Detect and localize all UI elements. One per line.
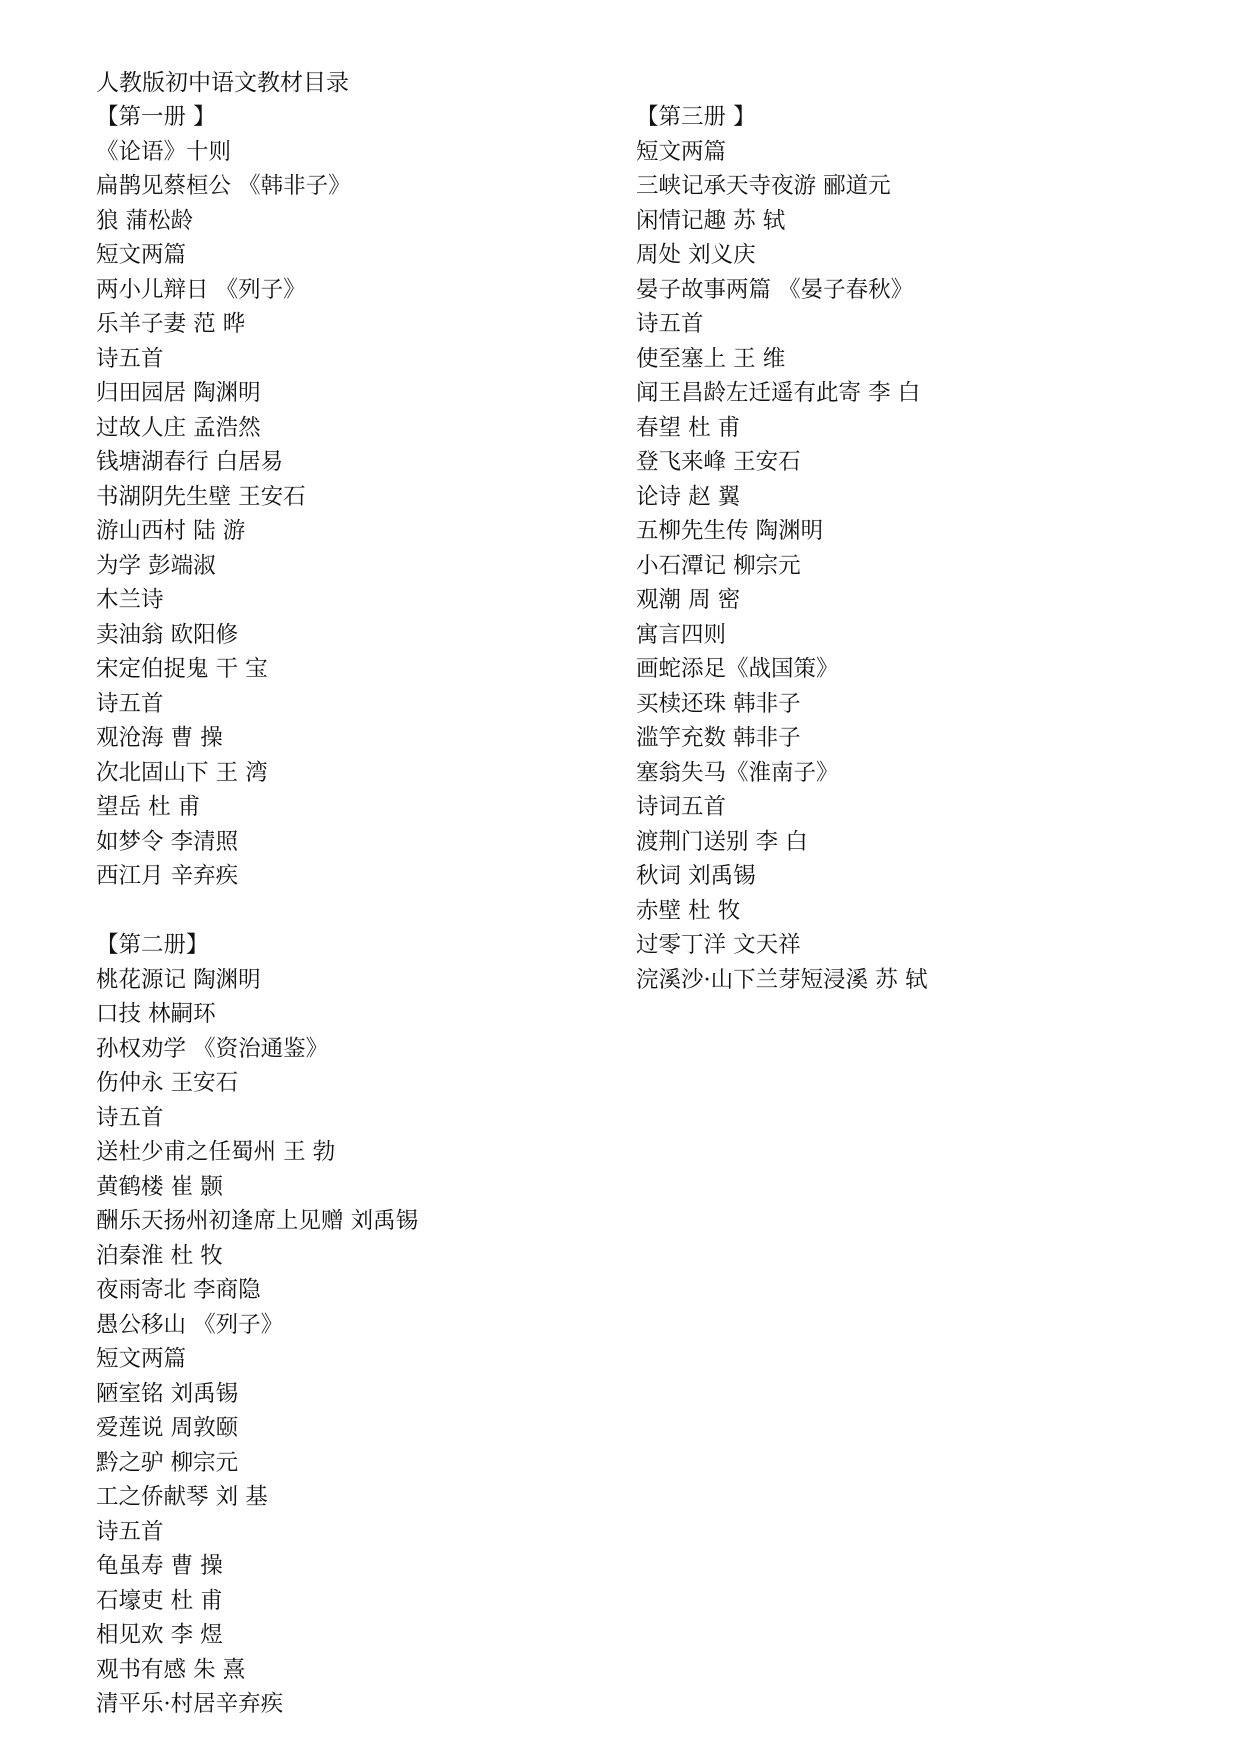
lesson-item: 黔之驴 柳宗元 xyxy=(96,1449,239,1476)
lesson-item: 诗词五首 xyxy=(636,794,727,820)
volume-heading: 【第一册 】 xyxy=(96,104,216,130)
volume-heading: 【第三册 】 xyxy=(636,104,756,130)
lesson-item: 诗五首 xyxy=(636,311,704,337)
lesson-item: 钱塘湖春行 白居易 xyxy=(96,449,284,475)
lesson-item: 爱莲说 周敦颐 xyxy=(96,1415,239,1441)
lesson-item: 滥竽充数 韩非子 xyxy=(636,725,801,751)
lesson-item: 过零丁洋 文天祥 xyxy=(636,932,801,958)
lesson-item: 画蛇添足《战国策》 xyxy=(636,656,839,682)
lesson-item: 木兰诗 xyxy=(96,587,164,613)
lesson-item: 寓言四则 xyxy=(636,621,727,648)
volume-section xyxy=(636,100,927,997)
lesson-item: 短文两篇 xyxy=(636,138,727,165)
lesson-item: 伤仲永 王安石 xyxy=(96,1070,239,1096)
lesson-item: 西江月 辛弃疾 xyxy=(96,863,239,889)
lesson-item: 买椟还珠 韩非子 xyxy=(636,690,801,717)
lesson-item: 送杜少甫之任蜀州 王 勃 xyxy=(96,1139,336,1165)
lesson-item: 赤壁 杜 牧 xyxy=(636,897,741,924)
lesson-item: 短文两篇 xyxy=(96,242,187,268)
volume-section xyxy=(96,100,418,894)
lesson-item: 诗五首 xyxy=(96,1518,164,1545)
document-title: 人教版初中语文教材目录 xyxy=(96,70,349,96)
lesson-item: 论诗 赵 翼 xyxy=(636,483,741,510)
lesson-item: 如梦令 李清照 xyxy=(96,828,239,855)
lesson-item: 闻王昌龄左迁遥有此寄 李 白 xyxy=(636,380,921,406)
lesson-item: 黄鹤楼 崔 颢 xyxy=(96,1173,223,1200)
lesson-item: 孙权劝学 《资治通鉴》 xyxy=(96,1035,329,1062)
lesson-item: 浣溪沙·山下兰芽短浸溪 苏 轼 xyxy=(636,966,928,993)
lesson-item: 两小儿辩日 《列子》 xyxy=(96,276,306,303)
lesson-item: 周处 刘义庆 xyxy=(636,242,756,268)
lesson-item: 诗五首 xyxy=(96,1104,164,1131)
lesson-item: 小石潭记 柳宗元 xyxy=(636,552,801,579)
lesson-item: 乐羊子妻 范 晔 xyxy=(96,311,246,337)
lesson-item: 使至塞上 王 维 xyxy=(636,345,786,372)
lesson-item: 书湖阴先生壁 王安石 xyxy=(96,483,306,510)
lesson-item: 扁鹊见蔡桓公 《韩非子》 xyxy=(96,173,351,199)
lesson-item: 泊秦淮 杜 牧 xyxy=(96,1242,223,1269)
right-column xyxy=(636,100,927,997)
lesson-item: 短文两篇 xyxy=(96,1346,187,1372)
lesson-item: 观书有感 朱 熹 xyxy=(96,1656,246,1683)
lesson-item: 归田园居 陶渊明 xyxy=(96,380,261,406)
lesson-item: 晏子故事两篇 《晏子春秋》 xyxy=(636,276,914,303)
volume-section xyxy=(96,928,418,1722)
left-column xyxy=(96,100,418,1722)
lesson-item: 渡荆门送别 李 白 xyxy=(636,828,808,855)
lesson-item: 夜雨寄北 李商隐 xyxy=(96,1277,261,1303)
lesson-item: 次北固山下 王 湾 xyxy=(96,759,268,786)
lesson-item: 宋定伯捉鬼 干 宝 xyxy=(96,656,268,682)
lesson-item: 龟虽寿 曹 操 xyxy=(96,1553,223,1579)
lesson-item: 诗五首 xyxy=(96,345,164,372)
lesson-item: 秋词 刘禹锡 xyxy=(636,863,756,889)
volume-heading: 【第二册】 xyxy=(96,932,209,958)
lesson-item: 游山西村 陆 游 xyxy=(96,518,246,544)
lesson-item: 陋室铭 刘禹锡 xyxy=(96,1380,239,1407)
lesson-item: 《论语》十则 xyxy=(96,138,232,165)
lesson-item: 酬乐天扬州初逢席上见赠 刘禹锡 xyxy=(96,1208,419,1234)
lesson-item: 为学 彭端淑 xyxy=(96,552,216,579)
lesson-item: 观潮 周 密 xyxy=(636,587,741,613)
lesson-item: 过故人庄 孟浩然 xyxy=(96,414,261,441)
lesson-item: 三峡记承天寺夜游 郦道元 xyxy=(636,173,891,199)
lesson-item: 闲情记趣 苏 轼 xyxy=(636,207,786,234)
lesson-item: 登飞来峰 王安石 xyxy=(636,449,801,475)
lesson-item: 塞翁失马《淮南子》 xyxy=(636,759,839,786)
lesson-item: 清平乐·村居辛弃疾 xyxy=(96,1691,284,1717)
lesson-item: 相见欢 李 煜 xyxy=(96,1622,223,1648)
lesson-item: 五柳先生传 陶渊明 xyxy=(636,518,824,544)
lesson-item: 望岳 杜 甫 xyxy=(96,794,201,820)
lesson-item: 桃花源记 陶渊明 xyxy=(96,966,261,993)
lesson-item: 愚公移山 《列子》 xyxy=(96,1311,284,1338)
lesson-item: 石壕吏 杜 甫 xyxy=(96,1587,223,1614)
lesson-item: 诗五首 xyxy=(96,690,164,717)
lesson-item: 卖油翁 欧阳修 xyxy=(96,621,239,648)
lesson-item: 狼 蒲松龄 xyxy=(96,207,194,234)
lesson-item: 工之侨献琴 刘 基 xyxy=(96,1484,268,1510)
lesson-item: 观沧海 曹 操 xyxy=(96,725,223,751)
lesson-item: 春望 杜 甫 xyxy=(636,414,741,441)
lesson-item: 口技 林嗣环 xyxy=(96,1001,216,1027)
